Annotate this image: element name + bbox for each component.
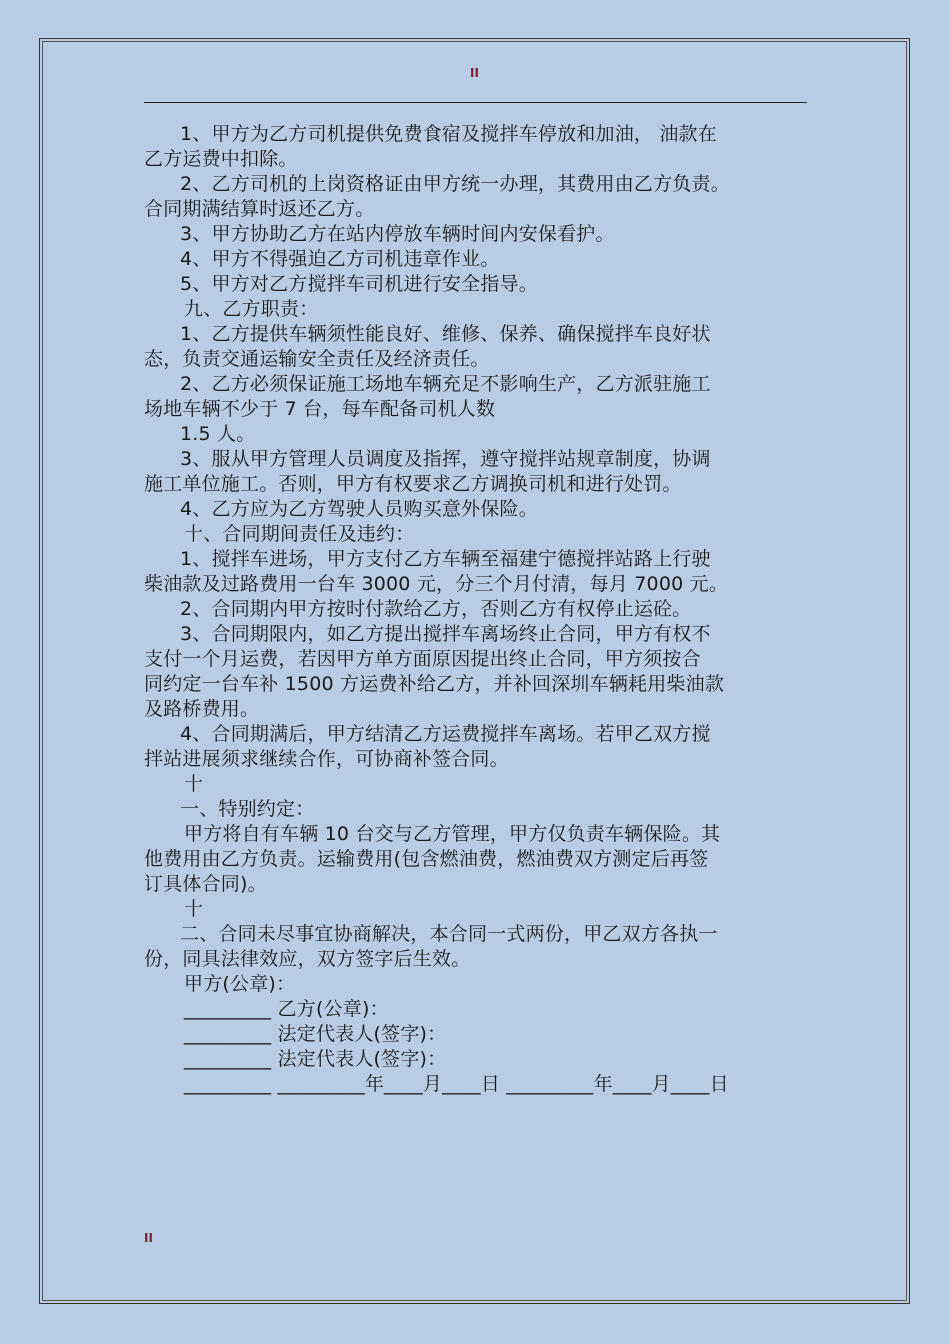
section-heading: 十 — [184, 773, 204, 795]
paragraph-line: 1、搅拌车进场，甲方支付乙方车辆至福建宁德搅拌站路上行驶 — [180, 548, 711, 570]
paragraph-line: 2、乙方司机的上岗资格证由甲方统一办理，其费用由乙方负责。 — [180, 173, 730, 195]
paragraph-line: 1.5 人。 — [180, 423, 256, 445]
signature-representative: _________ 法定代表人(签字)： — [184, 1023, 447, 1045]
paragraph-line: 支付一个月运费，若因甲方单方面原因提出终止合同，甲方须按合 — [144, 648, 701, 670]
header-rule — [144, 102, 807, 103]
paragraph-line: 甲方将自有车辆 10 台交与乙方管理，甲方仅负责车辆保险。其 — [184, 823, 721, 845]
paragraph-line: 4、合同期满后，甲方结清乙方运费搅拌车离场。若甲乙双方搅 — [180, 723, 711, 745]
paragraph-line: 及路桥费用。 — [144, 698, 260, 720]
paragraph-line: 5、甲方对乙方搅拌车司机进行安全指导。 — [180, 273, 538, 295]
paragraph-line: 态，负责交通运输安全责任及经济责任。 — [144, 348, 490, 370]
footer-mark: II — [144, 1231, 153, 1245]
paragraph-line: 合同期满结算时返还乙方。 — [144, 198, 375, 220]
signature-party-b: _________ 乙方(公章)： — [184, 998, 389, 1020]
paragraph-line: 乙方运费中扣除。 — [144, 148, 298, 170]
paragraph-line: 3、合同期限内，如乙方提出搅拌车离场终止合同，甲方有权不 — [180, 623, 711, 645]
paragraph-line: 4、甲方不得强迫乙方司机违章作业。 — [180, 248, 500, 270]
signature-date-line: _________ _________年____月____日 _________年____月____日 — [184, 1073, 729, 1095]
paragraph-line: 二、合同未尽事宜协商解决，本合同一式两份，甲乙双方各执一 — [180, 923, 718, 945]
paragraph-line: 1、甲方为乙方司机提供免费食宿及搅拌车停放和加油， 油款在 — [180, 123, 717, 145]
paragraph-line: 他费用由乙方负责。运输费用(包含燃油费，燃油费双方测定后再签 — [144, 848, 709, 870]
signature-representative: _________ 法定代表人(签字)： — [184, 1048, 447, 1070]
paragraph-line: 2、乙方必须保证施工场地车辆充足不影响生产，乙方派驻施工 — [180, 373, 711, 395]
paragraph-line: 订具体合同)。 — [144, 873, 267, 895]
paragraph-line: 2、合同期内甲方按时付款给乙方，否则乙方有权停止运砼。 — [180, 598, 692, 620]
section-heading: 十 — [184, 898, 204, 920]
paragraph-line: 3、甲方协助乙方在站内停放车辆时间内安保看护。 — [180, 223, 615, 245]
paragraph-line: 1、乙方提供车辆须性能良好、维修、保养、确保搅拌车良好状 — [180, 323, 711, 345]
paragraph-line: 份，同具法律效应，双方签字后生效。 — [144, 948, 471, 970]
header-mark: II — [470, 66, 479, 80]
signature-party-a: 甲方(公章)： — [184, 973, 296, 995]
document-body — [144, 122, 808, 1097]
paragraph-line: 3、服从甲方管理人员调度及指挥，遵守搅拌站规章制度，协调 — [180, 448, 711, 470]
paragraph-line: 柴油款及过路费用一台车 3000 元，分三个月付清，每月 7000 元。 — [144, 573, 729, 595]
paragraph-line: 同约定一台车补 1500 方运费补给乙方，并补回深圳车辆耗用柴油款 — [144, 673, 725, 695]
section-heading: 一、特别约定： — [180, 798, 315, 820]
paragraph-line: 4、乙方应为乙方驾驶人员购买意外保险。 — [180, 498, 538, 520]
paragraph-line: 场地车辆不少于 7 台，每车配备司机人数 — [144, 398, 496, 420]
section-heading: 十、合同期间责任及违约： — [184, 523, 415, 545]
section-heading: 九、乙方职责： — [184, 298, 319, 320]
paragraph-line: 施工单位施工。否则，甲方有权要求乙方调换司机和进行处罚。 — [144, 473, 682, 495]
paragraph-line: 拌站进展须求继续合作，可协商补签合同。 — [144, 748, 509, 770]
